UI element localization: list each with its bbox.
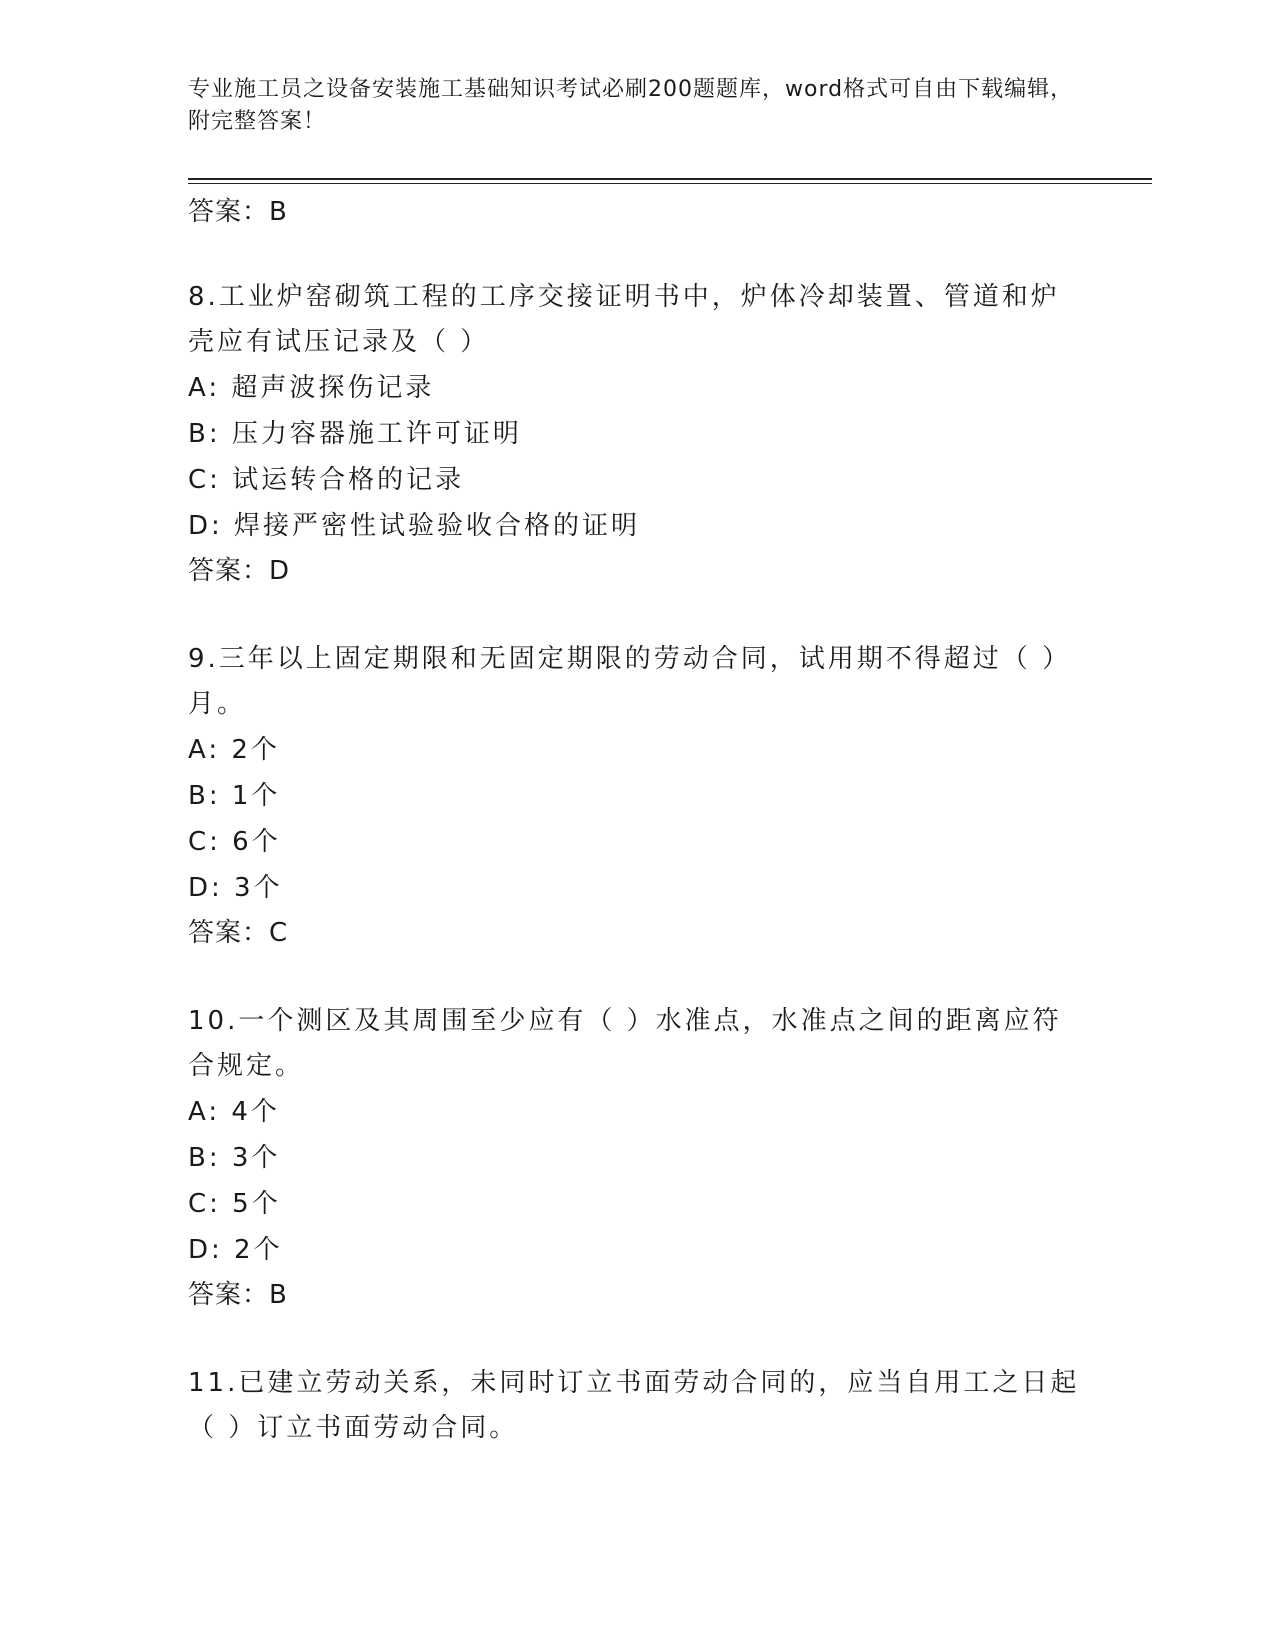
option-c: C: 6个 <box>188 827 281 857</box>
option-a: A: 超声波探伤记录 <box>188 373 435 403</box>
option-d: D: 2个 <box>188 1235 283 1265</box>
document-title: 专业施工员之设备安装施工基础知识考试必刷200题题库，word格式可自由下载编辑，附完整答案！ <box>188 77 1074 134</box>
question-stem: 8.工业炉窑砌筑工程的工序交接证明书中，炉体冷却装置、管道和炉壳应有试压记录及（ ） <box>188 282 1060 357</box>
option-b: B: 压力容器施工许可证明 <box>188 419 522 449</box>
document-header <box>188 74 1088 138</box>
option-d: D: 焊接严密性试验验收合格的证明 <box>188 511 641 541</box>
question-block <box>188 637 1088 956</box>
option-b: B: 1个 <box>188 781 281 811</box>
option-c: C: 5个 <box>188 1189 281 1219</box>
header-divider-thin <box>188 183 1152 184</box>
question-block <box>188 999 1088 1318</box>
header-divider-thick <box>188 178 1152 180</box>
question-list <box>188 190 1088 1451</box>
answer-line: 答案：B <box>188 1280 288 1310</box>
question-stem: 10.一个测区及其周围至少应有（ ）水准点，水准点之间的距离应符合规定。 <box>188 1006 1062 1081</box>
answer-line: 答案：D <box>188 556 291 586</box>
question-stem: 11.已建立劳动关系，未同时订立书面劳动合同的，应当自用工之日起（ ）订立书面劳动合同。 <box>188 1368 1080 1443</box>
option-c: C: 试运转合格的记录 <box>188 465 465 495</box>
answer-line: 答案：C <box>188 918 289 948</box>
question-block <box>188 275 1088 594</box>
question-stem: 9.三年以上固定期限和无固定期限的劳动合同，试用期不得超过（ ）月。 <box>188 644 1072 719</box>
answer-line: 答案：B <box>188 197 288 227</box>
option-a: A: 4个 <box>188 1097 280 1127</box>
option-b: B: 3个 <box>188 1143 281 1173</box>
option-d: D: 3个 <box>188 873 283 903</box>
question-block <box>188 1361 1088 1451</box>
option-a: A: 2个 <box>188 735 280 765</box>
